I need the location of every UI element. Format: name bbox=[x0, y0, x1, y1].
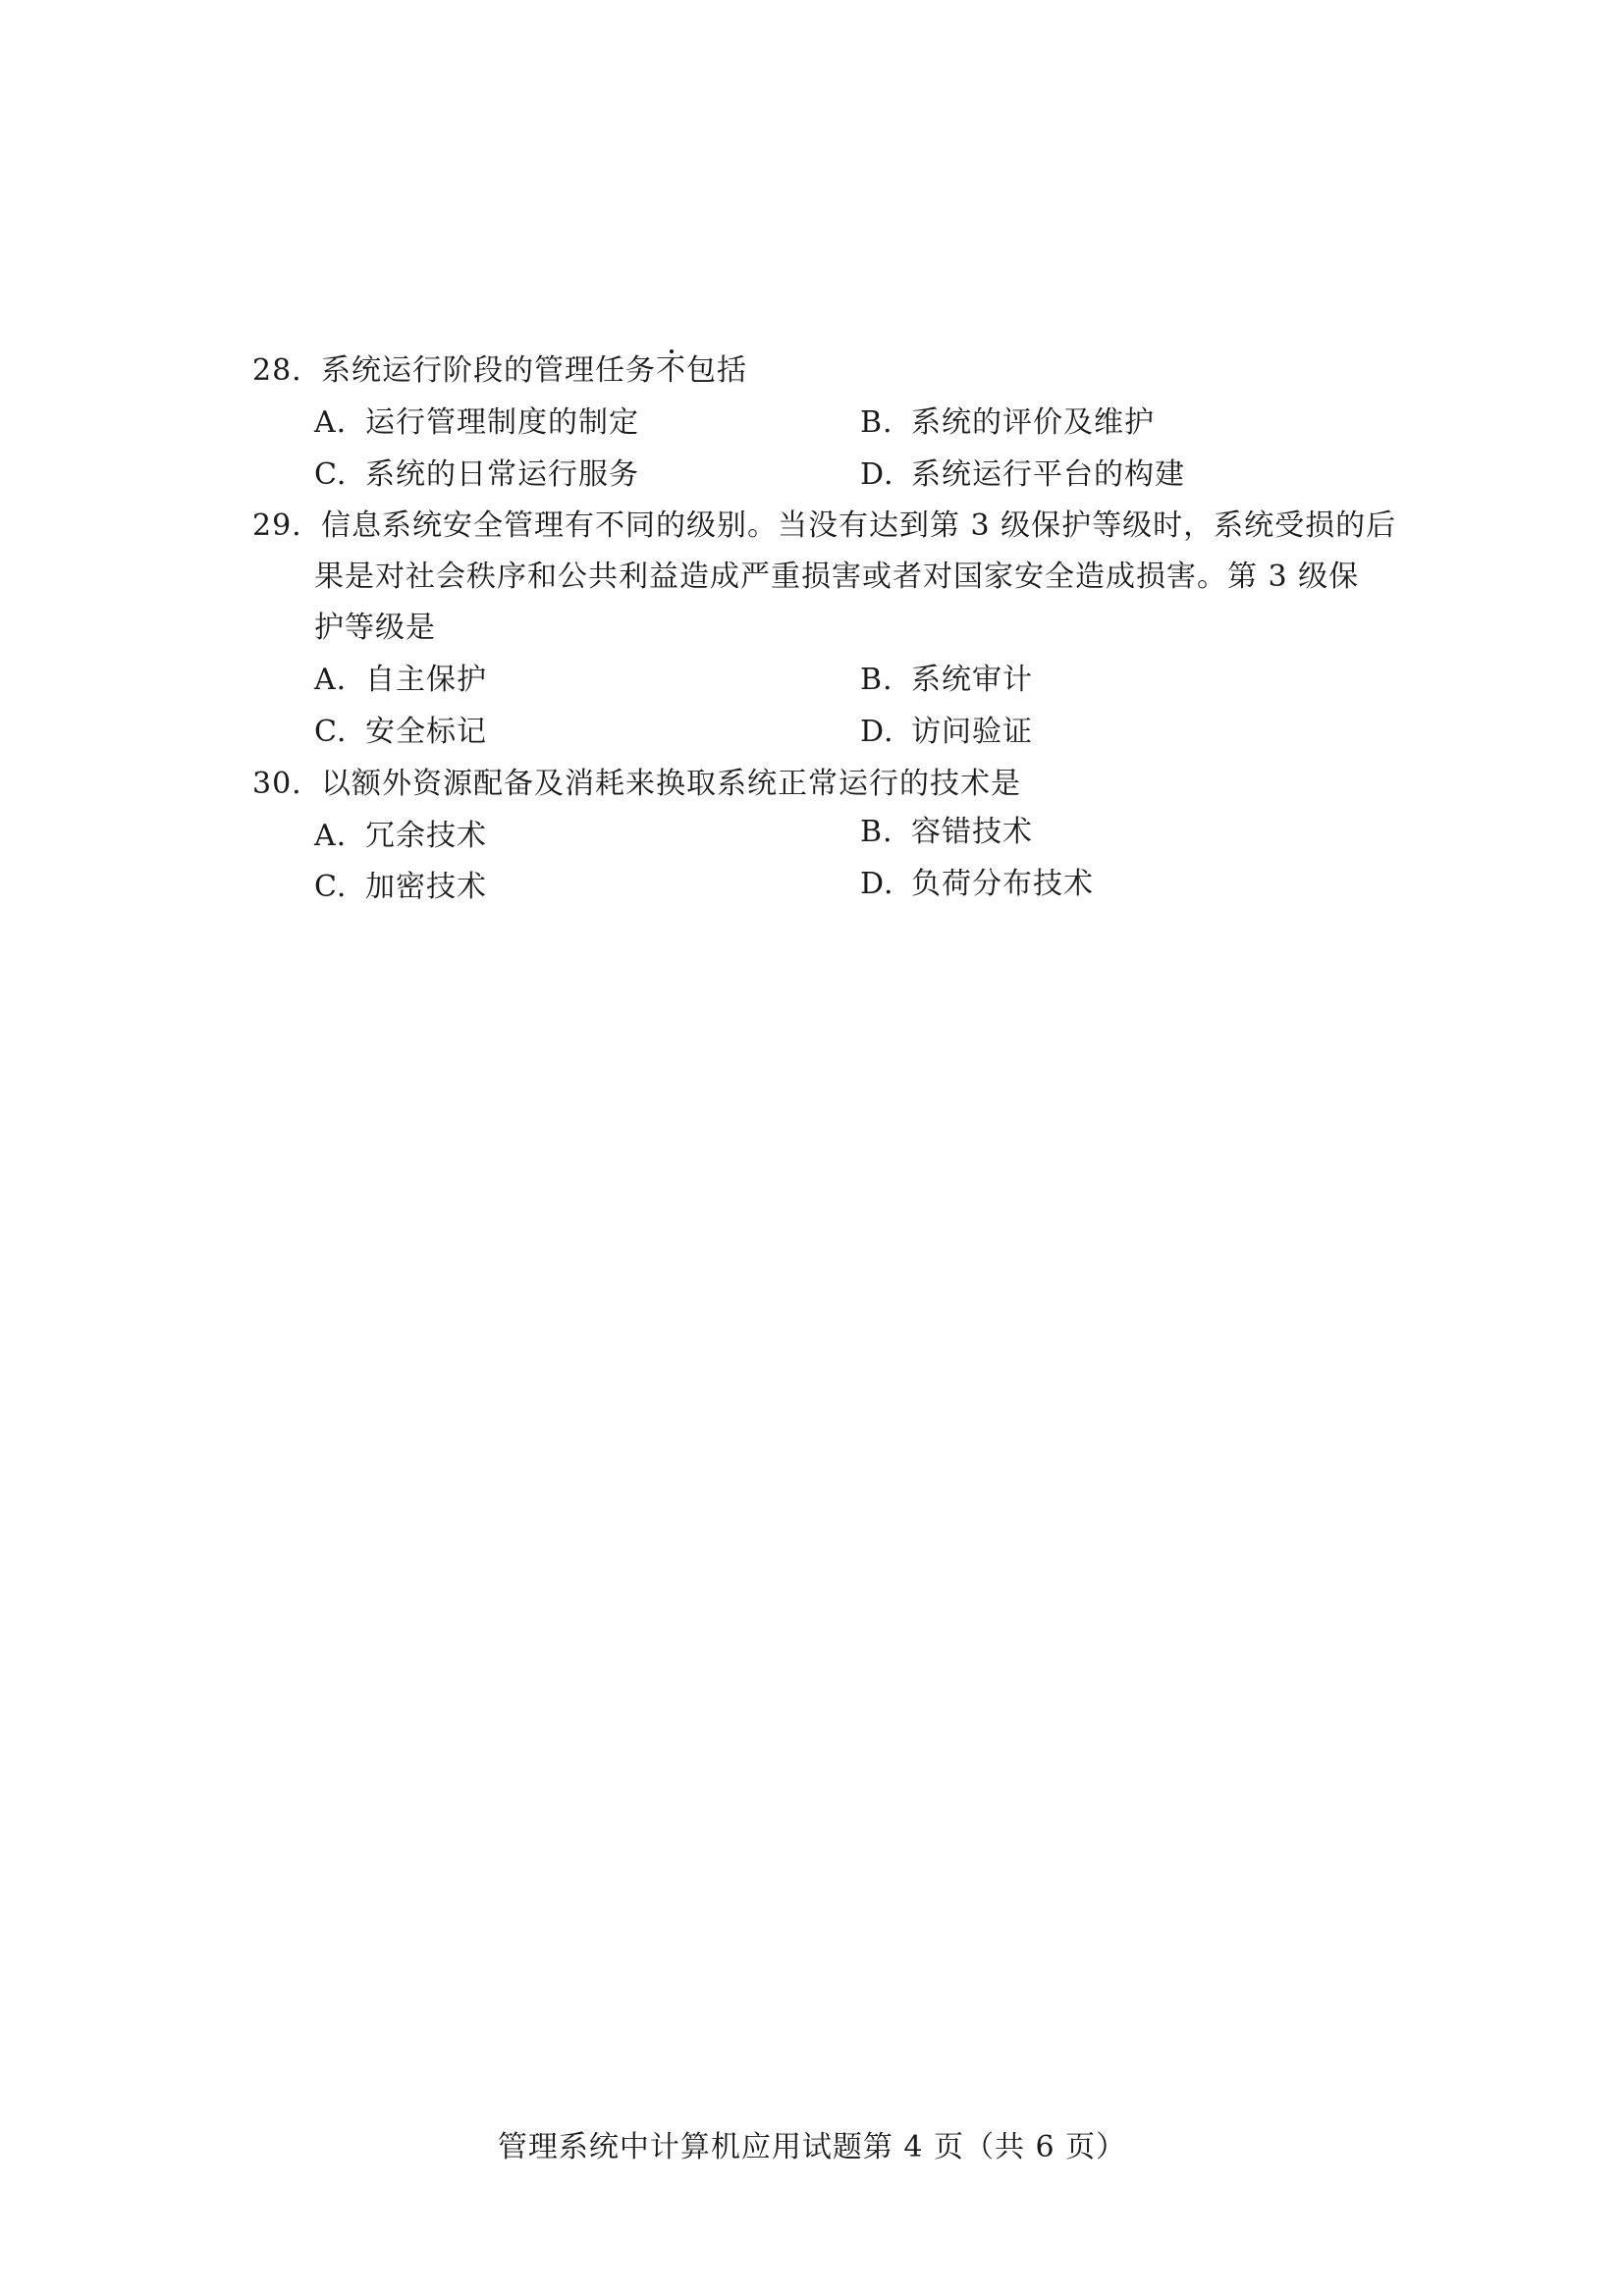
question-stem-text: 护等级是 bbox=[314, 611, 436, 645]
question-29-stem-line-1 bbox=[252, 507, 1396, 546]
question-stem-text: 系统运行阶段的管理任务 bbox=[321, 353, 656, 388]
option-text: 系统运行平台的构建 bbox=[911, 457, 1185, 492]
emphasis-dot-char: 不 bbox=[656, 351, 686, 391]
option-letter: B. bbox=[860, 663, 893, 697]
option-letter: D. bbox=[860, 867, 894, 901]
option-letter: B. bbox=[860, 815, 893, 849]
option-letter: A. bbox=[314, 405, 348, 440]
question-29-stem-line-2 bbox=[314, 558, 1359, 597]
option-letter: C. bbox=[314, 870, 348, 904]
option-letter: B. bbox=[860, 405, 893, 440]
option-text: 访问验证 bbox=[911, 715, 1033, 749]
question-29-option-c bbox=[314, 713, 487, 752]
question-29-option-b bbox=[860, 661, 1033, 700]
question-28-option-b bbox=[860, 403, 1155, 443]
question-30-option-a bbox=[314, 817, 487, 856]
option-letter: D. bbox=[860, 715, 894, 749]
option-text: 安全标记 bbox=[365, 715, 487, 749]
question-28-option-c bbox=[314, 455, 639, 495]
option-text: 容错技术 bbox=[911, 815, 1033, 849]
question-number: 30. bbox=[252, 767, 302, 801]
question-29-stem-line-3 bbox=[314, 609, 436, 648]
question-stem-text: 信息系统安全管理有不同的级别。当没有达到第 3 级保护等级时，系统受损的后 bbox=[321, 508, 1397, 543]
page-footer: 管理系统中计算机应用试题第 4 页（共 6 页） bbox=[497, 2130, 1127, 2164]
question-29-option-d bbox=[860, 713, 1033, 752]
question-30-option-d bbox=[860, 865, 1094, 904]
question-stem-text-end: 包括 bbox=[686, 353, 747, 388]
option-text: 系统审计 bbox=[911, 663, 1033, 697]
option-letter: D. bbox=[860, 457, 894, 492]
option-text: 运行管理制度的制定 bbox=[365, 405, 639, 440]
question-number: 29. bbox=[252, 508, 302, 543]
option-text: 系统的评价及维护 bbox=[911, 405, 1155, 440]
question-30-option-c bbox=[314, 868, 487, 907]
question-28-option-a bbox=[314, 403, 639, 443]
question-29-option-a bbox=[314, 661, 487, 700]
option-letter: C. bbox=[314, 457, 348, 492]
option-text: 系统的日常运行服务 bbox=[365, 457, 639, 492]
question-28-option-d bbox=[860, 455, 1185, 495]
question-30-stem bbox=[252, 765, 1021, 804]
option-letter: A. bbox=[314, 819, 348, 853]
question-30-option-b bbox=[860, 813, 1033, 852]
question-28-stem bbox=[252, 351, 747, 391]
question-stem-text: 以额外资源配备及消耗来换取系统正常运行的技术是 bbox=[321, 767, 1021, 801]
option-text: 负荷分布技术 bbox=[911, 867, 1094, 901]
option-letter: C. bbox=[314, 715, 348, 749]
option-letter: A. bbox=[314, 663, 348, 697]
question-stem-text: 果是对社会秩序和公共利益造成严重损害或者对国家安全造成损害。第 3 级保 bbox=[314, 560, 1360, 594]
option-text: 自主保护 bbox=[365, 663, 487, 697]
option-text: 加密技术 bbox=[365, 870, 487, 904]
question-number: 28. bbox=[252, 353, 302, 388]
option-text: 冗余技术 bbox=[365, 819, 487, 853]
